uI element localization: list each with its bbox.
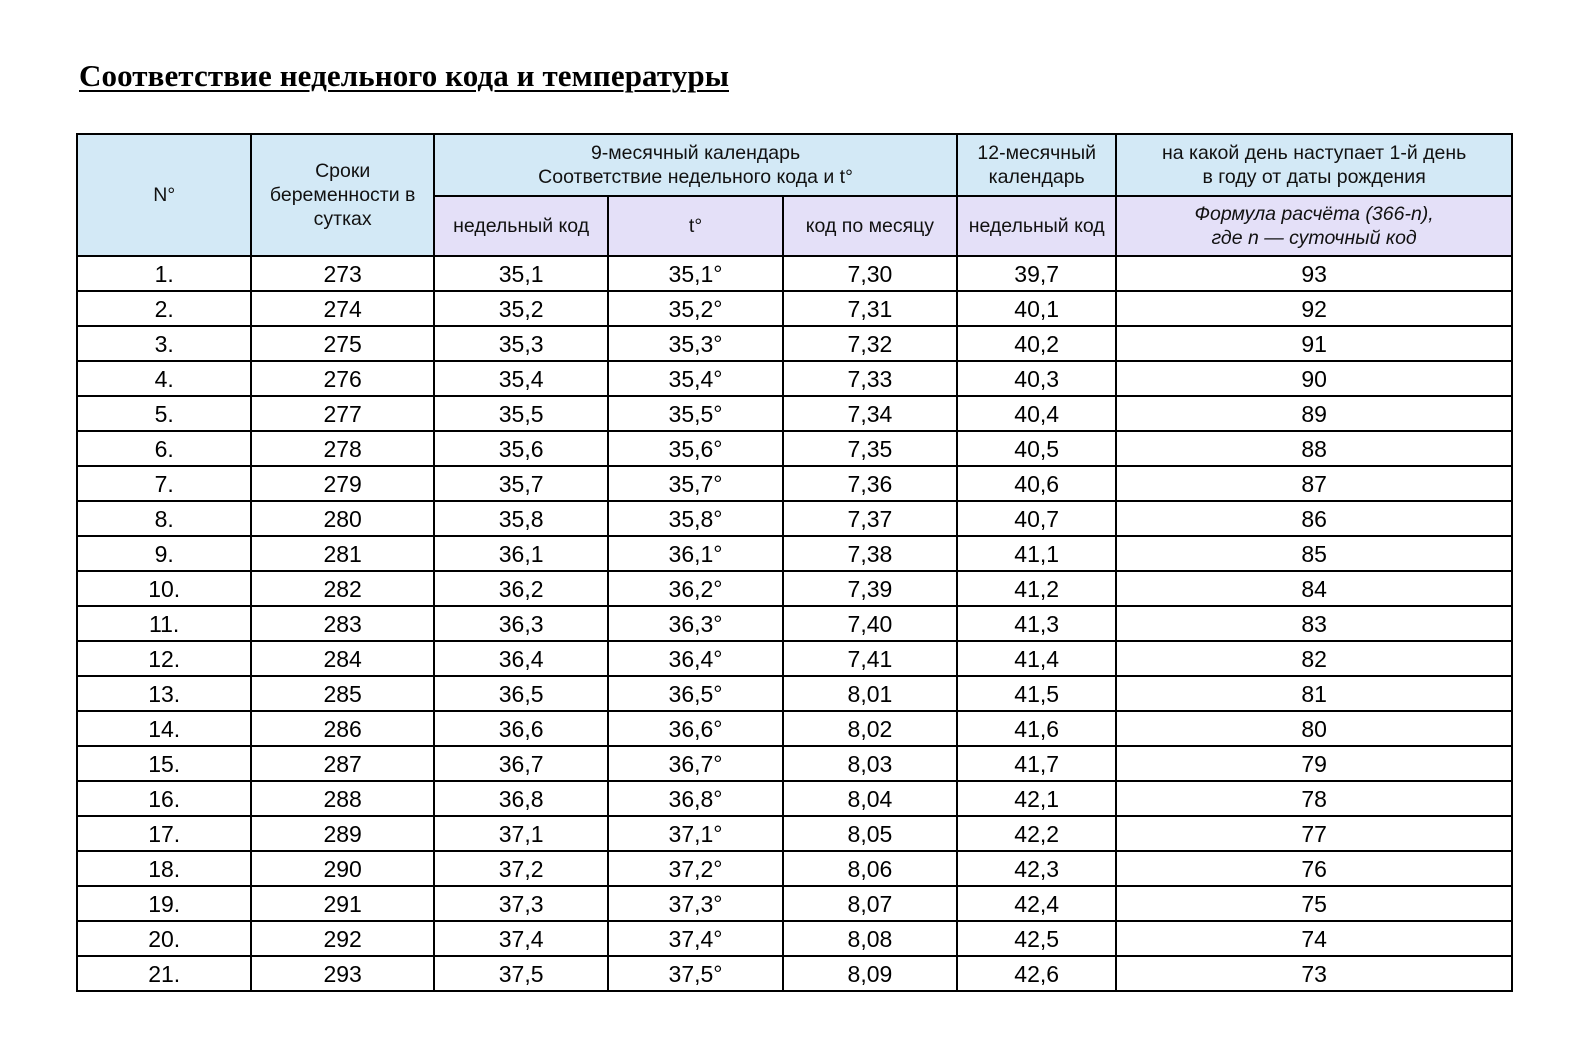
table-row — [77, 396, 1512, 431]
table-row — [77, 466, 1512, 501]
cell-month-code: 7,40 — [783, 606, 957, 641]
table-row — [77, 676, 1512, 711]
table-row — [77, 606, 1512, 641]
cell-num: 17. — [77, 816, 251, 851]
cell-first-day: 78 — [1116, 781, 1512, 816]
header-num: N° — [77, 134, 251, 256]
cell-weekly-code: 36,6 — [434, 711, 608, 746]
cell-weekly-code-12: 40,6 — [957, 466, 1116, 501]
cell-num: 5. — [77, 396, 251, 431]
cell-month-code: 7,35 — [783, 431, 957, 466]
cell-first-day: 81 — [1116, 676, 1512, 711]
cell-num: 8. — [77, 501, 251, 536]
cell-first-day: 93 — [1116, 256, 1512, 291]
cell-first-day: 90 — [1116, 361, 1512, 396]
cell-temperature: 35,4° — [608, 361, 782, 396]
cell-days: 277 — [251, 396, 434, 431]
cell-weekly-code: 35,2 — [434, 291, 608, 326]
cell-temperature: 35,8° — [608, 501, 782, 536]
cell-days: 284 — [251, 641, 434, 676]
cell-weekly-code: 36,5 — [434, 676, 608, 711]
cell-num: 7. — [77, 466, 251, 501]
table-row — [77, 746, 1512, 781]
cell-num: 10. — [77, 571, 251, 606]
cell-weekly-code-12: 41,2 — [957, 571, 1116, 606]
cell-days: 289 — [251, 816, 434, 851]
header-first-day — [1116, 134, 1512, 196]
cell-temperature: 37,5° — [608, 956, 782, 991]
cell-weekly-code: 37,5 — [434, 956, 608, 991]
cell-month-code: 7,39 — [783, 571, 957, 606]
cell-weekly-code-12: 41,1 — [957, 536, 1116, 571]
header-month-code: код по месяцу — [783, 196, 957, 256]
cell-month-code: 8,07 — [783, 886, 957, 921]
table-row — [77, 886, 1512, 921]
cell-days: 275 — [251, 326, 434, 361]
cell-weekly-code-12: 42,1 — [957, 781, 1116, 816]
cell-weekly-code-12: 41,5 — [957, 676, 1116, 711]
cell-first-day: 86 — [1116, 501, 1512, 536]
cell-first-day: 92 — [1116, 291, 1512, 326]
cell-temperature: 35,6° — [608, 431, 782, 466]
cell-days: 290 — [251, 851, 434, 886]
cell-days: 285 — [251, 676, 434, 711]
cell-weekly-code: 37,1 — [434, 816, 608, 851]
cell-month-code: 8,02 — [783, 711, 957, 746]
cell-num: 18. — [77, 851, 251, 886]
cell-month-code: 7,38 — [783, 536, 957, 571]
cell-temperature: 36,4° — [608, 641, 782, 676]
header-pregnancy-days: Сроки беременности в сутках — [251, 134, 434, 256]
cell-temperature: 36,8° — [608, 781, 782, 816]
cell-first-day: 74 — [1116, 921, 1512, 956]
cell-temperature: 35,2° — [608, 291, 782, 326]
cell-month-code: 8,04 — [783, 781, 957, 816]
cell-weekly-code: 37,2 — [434, 851, 608, 886]
cell-temperature: 37,3° — [608, 886, 782, 921]
cell-days: 287 — [251, 746, 434, 781]
cell-num: 11. — [77, 606, 251, 641]
table-row — [77, 956, 1512, 991]
cell-first-day: 85 — [1116, 536, 1512, 571]
table-row — [77, 816, 1512, 851]
cell-days: 282 — [251, 571, 434, 606]
cell-num: 20. — [77, 921, 251, 956]
cell-weekly-code: 36,3 — [434, 606, 608, 641]
cell-days: 283 — [251, 606, 434, 641]
cell-weekly-code-12: 40,2 — [957, 326, 1116, 361]
cell-weekly-code: 37,4 — [434, 921, 608, 956]
cell-weekly-code: 35,5 — [434, 396, 608, 431]
cell-days: 281 — [251, 536, 434, 571]
cell-first-day: 84 — [1116, 571, 1512, 606]
cell-weekly-code-12: 40,7 — [957, 501, 1116, 536]
table-row — [77, 571, 1512, 606]
cell-month-code: 7,41 — [783, 641, 957, 676]
cell-weekly-code-12: 42,4 — [957, 886, 1116, 921]
cell-month-code: 7,34 — [783, 396, 957, 431]
cell-weekly-code: 36,8 — [434, 781, 608, 816]
formula-line1: Формула расчёта (366-n), — [1194, 203, 1434, 225]
table-row — [77, 361, 1512, 396]
cell-temperature: 37,2° — [608, 851, 782, 886]
cell-temperature: 35,5° — [608, 396, 782, 431]
cell-month-code: 8,09 — [783, 956, 957, 991]
cell-weekly-code: 36,4 — [434, 641, 608, 676]
cell-num: 13. — [77, 676, 251, 711]
cell-weekly-code-12: 40,1 — [957, 291, 1116, 326]
cell-weekly-code-12: 41,6 — [957, 711, 1116, 746]
cell-num: 19. — [77, 886, 251, 921]
cell-weekly-code: 36,1 — [434, 536, 608, 571]
cell-days: 280 — [251, 501, 434, 536]
cell-first-day: 89 — [1116, 396, 1512, 431]
table-row — [77, 501, 1512, 536]
cell-temperature: 36,6° — [608, 711, 782, 746]
table-row — [77, 326, 1512, 361]
cell-weekly-code: 36,2 — [434, 571, 608, 606]
cell-month-code: 8,06 — [783, 851, 957, 886]
cell-month-code: 8,03 — [783, 746, 957, 781]
table-row — [77, 536, 1512, 571]
table-row — [77, 641, 1512, 676]
cell-temperature: 36,7° — [608, 746, 782, 781]
cell-temperature: 36,2° — [608, 571, 782, 606]
cell-weekly-code-12: 41,7 — [957, 746, 1116, 781]
header-temperature: t° — [608, 196, 782, 256]
cell-days: 288 — [251, 781, 434, 816]
cell-weekly-code: 35,7 — [434, 466, 608, 501]
cell-weekly-code-12: 42,2 — [957, 816, 1116, 851]
table-row — [77, 781, 1512, 816]
cell-first-day: 91 — [1116, 326, 1512, 361]
cell-days: 293 — [251, 956, 434, 991]
cell-weekly-code-12: 41,3 — [957, 606, 1116, 641]
table-row — [77, 431, 1512, 466]
cell-temperature: 36,1° — [608, 536, 782, 571]
cell-month-code: 7,32 — [783, 326, 957, 361]
cell-first-day: 87 — [1116, 466, 1512, 501]
cell-temperature: 36,5° — [608, 676, 782, 711]
cell-temperature: 35,7° — [608, 466, 782, 501]
cell-month-code: 8,01 — [783, 676, 957, 711]
cell-weekly-code: 35,8 — [434, 501, 608, 536]
page-title: Соответствие недельного кода и температуры — [79, 58, 729, 93]
cell-num: 16. — [77, 781, 251, 816]
nine-month-title: 9-месячный календарь — [590, 142, 801, 164]
cell-num: 15. — [77, 746, 251, 781]
cell-weekly-code-12: 42,3 — [957, 851, 1116, 886]
cell-month-code: 8,05 — [783, 816, 957, 851]
cell-num: 21. — [77, 956, 251, 991]
formula-line2: где n — суточный код — [1211, 227, 1417, 249]
cell-first-day: 82 — [1116, 641, 1512, 676]
cell-temperature: 37,1° — [608, 816, 782, 851]
cell-num: 3. — [77, 326, 251, 361]
header-row-1 — [77, 134, 1512, 196]
cell-days: 279 — [251, 466, 434, 501]
table-row — [77, 711, 1512, 746]
code-temperature-table — [76, 133, 1513, 992]
header-weekly-code-12: недельный код — [957, 196, 1116, 256]
cell-weekly-code: 35,6 — [434, 431, 608, 466]
table-row — [77, 851, 1512, 886]
cell-num: 14. — [77, 711, 251, 746]
cell-weekly-code-12: 42,6 — [957, 956, 1116, 991]
cell-weekly-code: 35,4 — [434, 361, 608, 396]
header-twelve-month-calendar: 12-месячный календарь — [957, 134, 1116, 196]
cell-days: 273 — [251, 256, 434, 291]
cell-num: 12. — [77, 641, 251, 676]
nine-month-subtitle: Соответствие недельного кода и t° — [538, 166, 853, 188]
cell-weekly-code-12: 39,7 — [957, 256, 1116, 291]
cell-temperature: 37,4° — [608, 921, 782, 956]
cell-month-code: 7,36 — [783, 466, 957, 501]
cell-weekly-code-12: 41,4 — [957, 641, 1116, 676]
cell-num: 6. — [77, 431, 251, 466]
cell-temperature: 35,3° — [608, 326, 782, 361]
cell-first-day: 83 — [1116, 606, 1512, 641]
cell-month-code: 7,30 — [783, 256, 957, 291]
cell-num: 4. — [77, 361, 251, 396]
cell-num: 2. — [77, 291, 251, 326]
cell-month-code: 8,08 — [783, 921, 957, 956]
table-header — [77, 134, 1512, 256]
first-day-line1: на какой день наступает 1-й день — [1161, 142, 1467, 164]
header-weekly-code: недельный код — [434, 196, 608, 256]
cell-weekly-code: 36,7 — [434, 746, 608, 781]
cell-weekly-code-12: 40,3 — [957, 361, 1116, 396]
cell-month-code: 7,31 — [783, 291, 957, 326]
table-row — [77, 921, 1512, 956]
cell-first-day: 80 — [1116, 711, 1512, 746]
cell-first-day: 75 — [1116, 886, 1512, 921]
cell-weekly-code: 35,3 — [434, 326, 608, 361]
cell-weekly-code: 35,1 — [434, 256, 608, 291]
cell-weekly-code-12: 40,4 — [957, 396, 1116, 431]
table-row — [77, 256, 1512, 291]
cell-first-day: 76 — [1116, 851, 1512, 886]
header-nine-month-calendar — [434, 134, 957, 196]
cell-days: 286 — [251, 711, 434, 746]
cell-weekly-code-12: 40,5 — [957, 431, 1116, 466]
cell-days: 276 — [251, 361, 434, 396]
cell-temperature: 36,3° — [608, 606, 782, 641]
cell-first-day: 79 — [1116, 746, 1512, 781]
cell-days: 274 — [251, 291, 434, 326]
cell-month-code: 7,33 — [783, 361, 957, 396]
first-day-line2: в году от даты рождения — [1202, 166, 1426, 188]
table-row — [77, 291, 1512, 326]
header-formula — [1116, 196, 1512, 256]
cell-weekly-code-12: 42,5 — [957, 921, 1116, 956]
table-body — [77, 256, 1512, 991]
cell-first-day: 73 — [1116, 956, 1512, 991]
cell-num: 1. — [77, 256, 251, 291]
cell-weekly-code: 37,3 — [434, 886, 608, 921]
cell-days: 291 — [251, 886, 434, 921]
cell-month-code: 7,37 — [783, 501, 957, 536]
cell-days: 278 — [251, 431, 434, 466]
cell-num: 9. — [77, 536, 251, 571]
cell-temperature: 35,1° — [608, 256, 782, 291]
cell-first-day: 88 — [1116, 431, 1512, 466]
cell-days: 292 — [251, 921, 434, 956]
cell-first-day: 77 — [1116, 816, 1512, 851]
